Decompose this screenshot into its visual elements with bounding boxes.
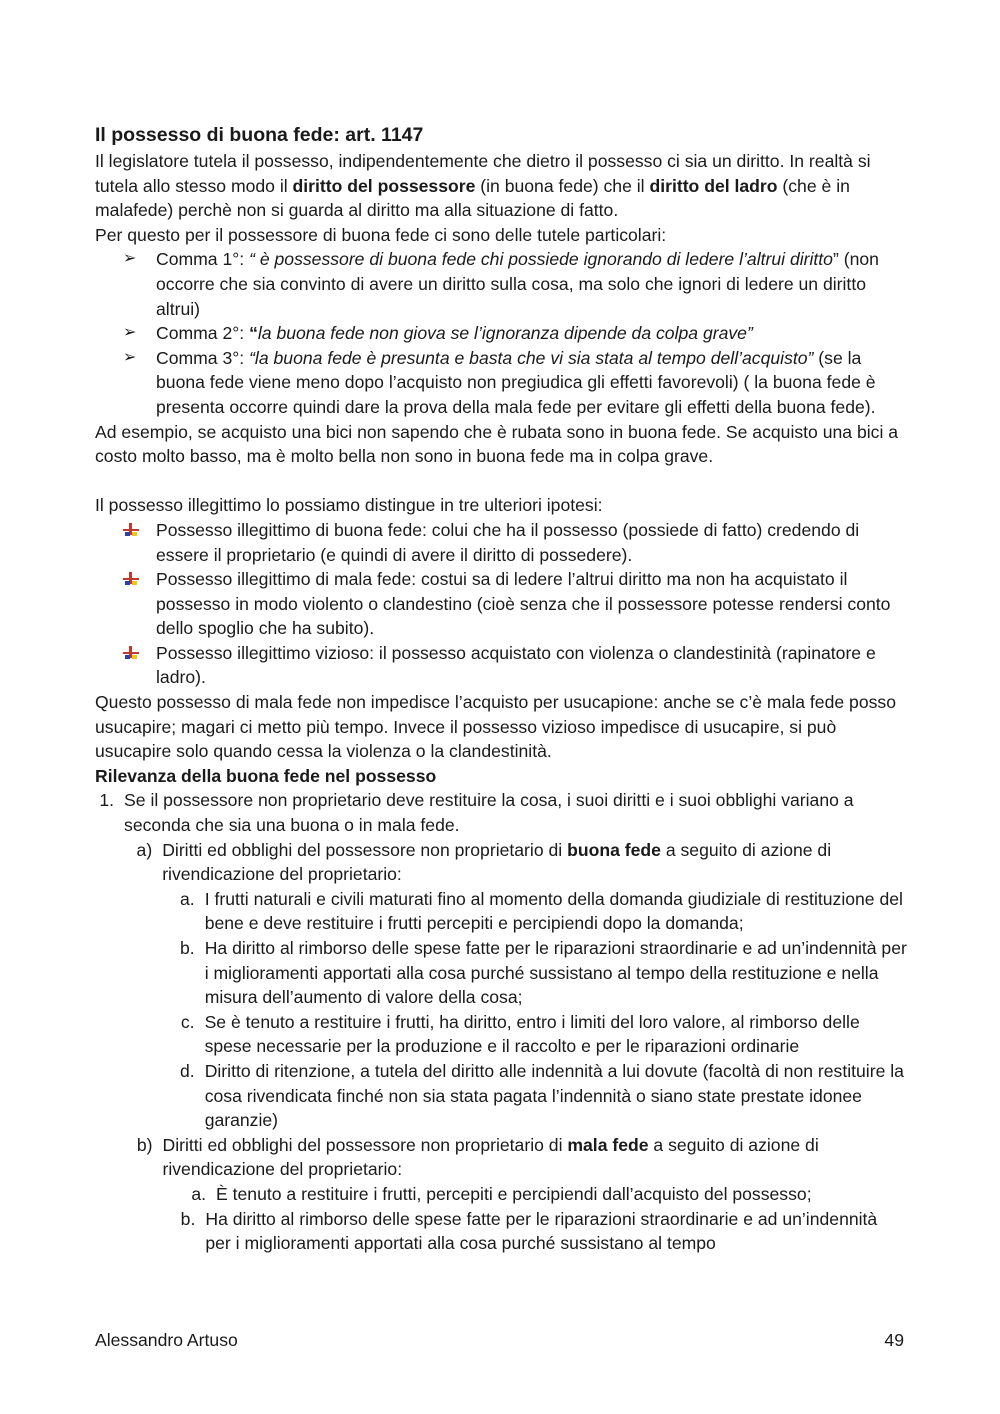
numbered-item — [95, 788, 907, 837]
section-heading: Rilevanza della buona fede nel possesso — [95, 765, 437, 786]
comma-quote-open: “ — [249, 323, 258, 344]
list-item — [95, 247, 907, 321]
comma-rest: (se la buona fede viene meno dopo l’acquisto non pregiudica gli effetti favorevoli) ( la buona fede è presenta occorre quindi dare la prova della mala fede per evitare gli effetti della buona fede). — [156, 347, 876, 417]
intro-bold-1: diritto del possessore — [292, 175, 476, 196]
arrow-bullet-icon: ➢ — [123, 324, 137, 342]
comma-quote: “la buona fede è presunta e basta che vi sia stata al tempo dell’acquisto” — [249, 347, 814, 368]
lettered-item — [131, 838, 907, 887]
illegitimate-type: Possesso illegittimo vizioso: il possesso acquistato con violenza o clandestinità (rapinatore e ladro). — [156, 642, 876, 688]
lettered-item — [131, 1133, 907, 1182]
list-item — [95, 567, 907, 641]
sub-item — [180, 936, 907, 1010]
comma-quote-end: ” — [832, 249, 839, 270]
sub-item-text: Se è tenuto a restituire i frutti, ha diritto, entro i limiti del loro valore, al rimborso delle spese necessarie per la produzione e il raccolto e per le riparazioni ordinarie — [204, 1011, 860, 1057]
sub-item-text: Ha diritto al rimborso delle spese fatte per le riparazioni straordinarie e ad un’indennità per i miglioramenti apportati alla cosa purché sussistano al tempo della restituzione e nella misura dell’aumento di valore della cosa; — [204, 938, 907, 1008]
comma-label: Comma 1°: — [156, 249, 250, 270]
intro-text-2: (in buona fede) che il — [475, 175, 650, 196]
illegitimate-lead: Il possesso illegittimo lo possiamo distingue in tre ulteriori ipotesi: — [95, 495, 603, 516]
list-marker: 1. — [99, 790, 115, 811]
protections-lead: Per questo per il possessore di buona fede ci sono delle tutele particolari: — [95, 224, 667, 245]
page-title: Il possesso di buona fede: art. 1147 — [95, 124, 424, 146]
list-item — [95, 518, 907, 567]
author-name: Alessandro Artuso — [95, 1330, 238, 1350]
sub-item-text: Diritto di ritenzione, a tutela del diritto alle indennità a lui dovute (facoltà di non restituire la cosa rivendicata finché non sia stata pagata l’indennità o siano state prestate idonee garanzie) — [204, 1060, 904, 1131]
numbered-item-text: Se il possessore non proprietario deve restituire la cosa, i suoi diritti e i suoi obblighi variano a seconda che sia una buona o in mala fede. — [124, 790, 854, 836]
item-text: Diritti ed obblighi del possessore non proprietario di — [162, 1134, 568, 1155]
arrow-bullet-icon: ➢ — [123, 250, 137, 268]
intro-bold-2: diritto del ladro — [649, 175, 778, 196]
list-marker: a. — [180, 888, 195, 909]
comma-quote: “ è possessore di buona fede chi possiede ignorando di ledere l’altrui diritto — [249, 249, 833, 270]
page-content — [95, 121, 907, 1256]
colored-square-bullet-icon — [123, 567, 156, 585]
usucapione-paragraph: Questo possesso di mala fede non impedisce l’acquisto per usucapione: anche se c’è mala fede posso usucapire; magari ci metto più tempo. Invece il possesso vizioso impedisce di usucapire, si può usucapire solo quando cessa la violenza o la clandestinità. — [95, 692, 896, 762]
intro-paragraph — [95, 149, 907, 223]
comma-label: Comma 2°: — [156, 323, 250, 344]
list-marker: b. — [180, 938, 195, 958]
list-item — [95, 321, 907, 346]
list-marker: a) — [136, 839, 153, 860]
intro-text-1: Il legislatore tutela il possesso, indipendentemente che dietro il possesso ci sia un diritto. In realtà si tutela allo stesso modo il — [95, 151, 871, 196]
comma-rest: (non occorre che sia convinto di avere un diritto sulla cosa, ma solo che ignori di ledere un diritto altrui) — [156, 249, 879, 319]
sub-item-text: I frutti naturali e civili maturati fino al momento della domanda giudiziale di restituzione del bene e deve restituire i frutti percepiti e percipiendi dopo la domanda; — [204, 888, 903, 934]
list-marker: a. — [191, 1183, 206, 1204]
sub-item-text: Ha diritto al rimborso delle spese fatte per le riparazioni straordinarie e ad un’indennità per i miglioramenti apportati alla cosa purché sussistano al tempo — [205, 1208, 878, 1254]
list-marker: d. — [180, 1060, 195, 1081]
colored-square-bullet-icon — [123, 518, 156, 536]
list-marker: b) — [136, 1134, 153, 1155]
sub-item-text: È tenuto a restituire i frutti, percepiti e percipiendi dall’acquisto del possesso; — [216, 1183, 812, 1204]
sub-item — [180, 1207, 907, 1256]
example-paragraph: Ad esempio, se acquisto una bici non sapendo che è rubata sono in buona fede. Se acquisto una bici a costo molto basso, ma è molto bella non sono in buona fede ma in colpa grave. — [95, 421, 899, 467]
item-text: a seguito di azione di rivendicazione del proprietario: — [162, 1134, 819, 1180]
item-text: Diritti ed obblighi del possessore non proprietario di — [162, 839, 568, 860]
illegitimate-type: Possesso illegittimo di buona fede: colui che ha il possesso (possiede di fatto) credendo di essere il proprietario (e quindi di avere il diritto di possedere). — [156, 519, 860, 565]
spacer — [95, 469, 907, 494]
sub-item — [180, 887, 907, 936]
sub-item — [180, 1182, 907, 1207]
colored-square-bullet-icon — [123, 641, 156, 659]
list-item — [95, 641, 907, 690]
sub-item — [180, 1010, 907, 1059]
comma-label: Comma 3°: — [156, 347, 250, 368]
list-marker: c. — [180, 1011, 195, 1032]
page-number: 49 — [884, 1330, 904, 1350]
list-item — [95, 346, 907, 420]
comma-quote: la buona fede non giova se l’ignoranza dipende da colpa grave” — [257, 323, 753, 344]
arrow-bullet-icon: ➢ — [123, 348, 137, 366]
list-marker: b. — [180, 1208, 196, 1229]
item-bold: buona fede — [567, 839, 661, 860]
illegitimate-type: Possesso illegittimo di mala fede: costui sa di ledere l’altrui diritto ma non ha acquistato il possesso in modo violento o clandestino (cioè senza che il possessore potesse rendersi conto dello spoglio che ha subito). — [156, 569, 891, 639]
page-footer — [95, 1330, 904, 1351]
intro-text-3: (che è in malafede) perchè non si guarda al diritto ma alla situazione di fatto. — [95, 175, 850, 221]
item-text: a seguito di azione di rivendicazione del proprietario: — [162, 839, 832, 885]
item-bold: mala fede — [567, 1134, 649, 1155]
sub-item — [180, 1059, 907, 1133]
